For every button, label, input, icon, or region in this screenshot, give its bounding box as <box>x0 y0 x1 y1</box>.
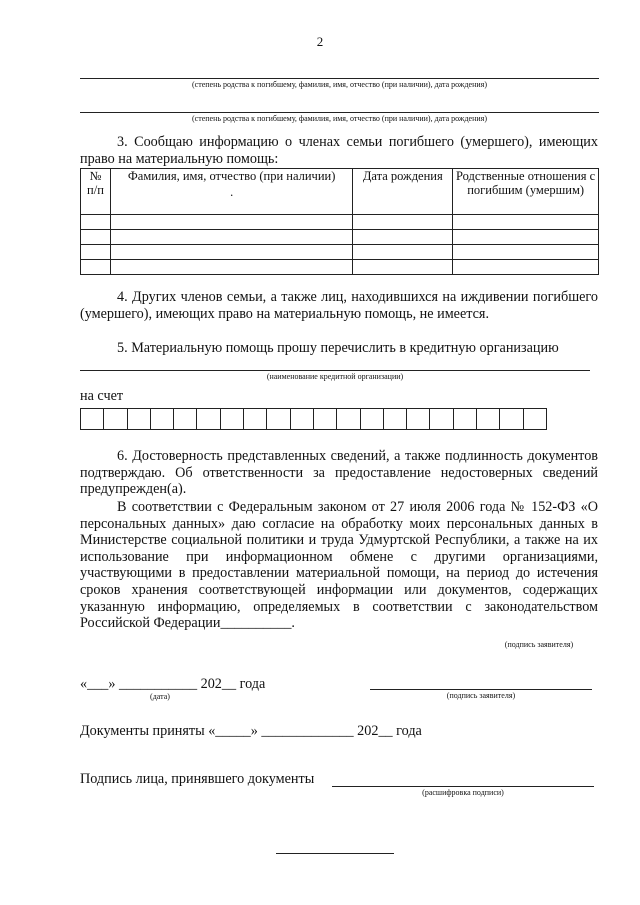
col-birth-date: Дата рождения <box>353 169 453 215</box>
table-row[interactable] <box>81 230 599 245</box>
table-cell[interactable] <box>453 230 599 245</box>
account-digit-box[interactable] <box>104 409 127 429</box>
account-number-boxes[interactable] <box>80 408 547 430</box>
item-6-text: 6. Достоверность представленных сведений, а также подлинность документов подтверждаю. Об ответственности за предоставление недостоверных сведений предупрежден(а). <box>80 448 598 498</box>
bank-name-line[interactable] <box>80 370 590 371</box>
relation-line-1[interactable] <box>80 78 599 79</box>
account-digit-box[interactable] <box>477 409 500 429</box>
table-cell[interactable] <box>81 215 111 230</box>
table-row[interactable] <box>81 215 599 230</box>
table-cell[interactable] <box>353 230 453 245</box>
account-digit-box[interactable] <box>407 409 430 429</box>
signature-decode-caption: (расшифровка подписи) <box>422 788 504 797</box>
col-full-name <box>110 169 352 215</box>
table-cell[interactable] <box>353 260 453 275</box>
date-caption: (дата) <box>150 692 170 701</box>
account-digit-box[interactable] <box>454 409 477 429</box>
table-cell[interactable] <box>110 230 352 245</box>
consent-signature-caption: (подпись заявителя) <box>504 640 574 649</box>
relation-line-2[interactable] <box>80 112 599 113</box>
account-digit-box[interactable] <box>81 409 104 429</box>
documents-accepted[interactable]: Документы приняты «_____» _____________ 202__ года <box>80 723 422 739</box>
account-digit-box[interactable] <box>128 409 151 429</box>
consent-text <box>80 499 598 632</box>
table-row[interactable] <box>81 245 599 260</box>
account-digit-box[interactable] <box>244 409 267 429</box>
col-number: № п/п <box>81 169 111 215</box>
table-cell[interactable] <box>81 245 111 260</box>
consent-body: В соответствии с Федеральным законом от 27 июля 2006 года № 152-ФЗ «О персональных данных» даю согласие на обработку моих персональных данных в Министерстве социальной политики и труда Удмуртской Республики, а также на их использование при информационном обмене с другими организациями, участвующими в предоставлении материальной помощи, на период до истечения сроков хранения соответствующей информации или документов, содержащих указанную информацию, определяемых в соответствии с законодательством Российской Федерации <box>80 499 598 632</box>
relation-caption-2: (степень родства к погибшему, фамилия, имя, отчество (при наличии), дата рождения) <box>192 114 487 123</box>
account-digit-box[interactable] <box>337 409 360 429</box>
family-members-table <box>80 168 599 275</box>
receiver-signature-line[interactable] <box>332 786 594 787</box>
account-digit-box[interactable] <box>314 409 337 429</box>
account-digit-box[interactable] <box>174 409 197 429</box>
page-number: 2 <box>316 34 324 49</box>
table-cell[interactable] <box>353 215 453 230</box>
application-date[interactable]: «___» ___________ 202__ года <box>80 676 266 692</box>
table-cell[interactable] <box>453 260 599 275</box>
account-digit-box[interactable] <box>291 409 314 429</box>
account-digit-box[interactable] <box>430 409 453 429</box>
table-cell[interactable] <box>353 245 453 260</box>
account-digit-box[interactable] <box>384 409 407 429</box>
account-label: на счет <box>80 388 124 404</box>
table-cell[interactable] <box>110 245 352 260</box>
col-full-name-label: Фамилия, имя, отчество (при наличии) <box>127 169 336 183</box>
account-digit-box[interactable] <box>151 409 174 429</box>
account-digit-box[interactable] <box>500 409 523 429</box>
table-cell[interactable] <box>110 215 352 230</box>
consent-signature-blank[interactable]: __________. <box>220 615 295 632</box>
table-cell[interactable] <box>453 245 599 260</box>
table-cell[interactable] <box>81 230 111 245</box>
item-4-text: 4. Других членов семьи, а также лиц, находившихся на иждивении погибшего (умершего), имеющих право на материальную помощь, не имеется. <box>80 289 598 322</box>
bank-name-caption: (наименование кредитной организации) <box>266 372 404 381</box>
col-relationship: Родственные отношения с погибшим (умершим) <box>453 169 599 215</box>
account-digit-box[interactable] <box>221 409 244 429</box>
item-3-text: 3. Сообщаю информацию о членах семьи погибшего (умершего), имеющих право на материальную помощь: <box>80 134 598 167</box>
bottom-rule <box>276 853 394 854</box>
receiver-signature-label: Подпись лица, принявшего документы <box>80 771 315 787</box>
applicant-signature-caption: (подпись заявителя) <box>446 691 516 700</box>
table-cell[interactable] <box>110 260 352 275</box>
table-cell[interactable] <box>81 260 111 275</box>
account-digit-box[interactable] <box>197 409 220 429</box>
col-full-name-mark: . <box>230 185 234 199</box>
account-digit-box[interactable] <box>267 409 290 429</box>
item-5-text: 5. Материальную помощь прошу перечислить в кредитную организацию <box>117 340 559 356</box>
table-header-row <box>81 169 599 215</box>
account-digit-box[interactable] <box>361 409 384 429</box>
applicant-signature-line[interactable] <box>370 689 592 690</box>
account-digit-box[interactable] <box>524 409 547 429</box>
table-row[interactable] <box>81 260 599 275</box>
relation-caption-1: (степень родства к погибшему, фамилия, имя, отчество (при наличии), дата рождения) <box>192 80 487 89</box>
table-cell[interactable] <box>453 215 599 230</box>
